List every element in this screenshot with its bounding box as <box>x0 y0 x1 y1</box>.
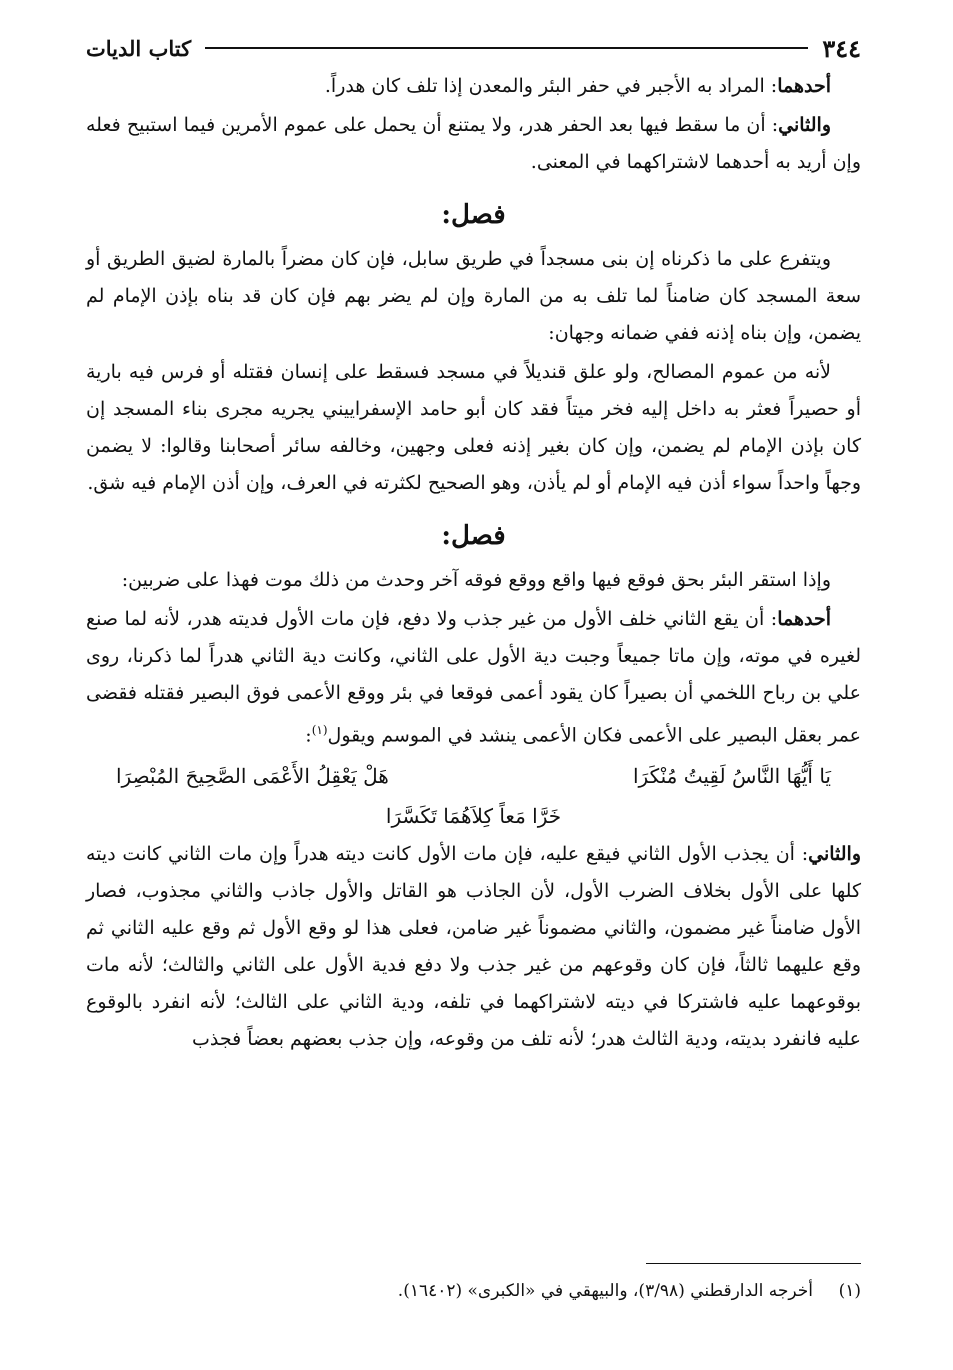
paragraph-text: : أن يقع الثاني خلف الأول من غير جذب ولا دفع، فإن مات الأول فديته هدر، لأنه لما صنع لغيره في موته، وإن ماتا جميعاً وجبت دية الأول على الثاني، وكانت دية الثاني هدراً لما ذكرنا، روى علي بن رباح اللخمي أن بصيراً كان يقود أعمى فوقعا في بئر ووقع الأعمى فوق البصير فقتله فقضى عمر بعقل البصير على الأعمى فكان الأعمى ينشد في الموسم ويقول <box>86 608 861 747</box>
verse-line <box>86 756 861 796</box>
lead-term: والثاني <box>808 843 861 866</box>
paragraph-text: : المراد به الأجبر في حفر البئر والمعدن إذا تلف كان هدراً. <box>324 75 778 97</box>
paragraph: وإذا استقر البئر بحق فوقع فيها واقع ووقع فوقه آخر وحدث من ذلك موت فهذا على ضربين: <box>121 569 831 591</box>
footnote-rule <box>646 1263 861 1264</box>
paragraph: لأنه من عموم المصالح، ولو علق قنديلاً في مسجد فسقط على إنسان فقتله أو فرس فيه بارية أو حصيراً فعثر به داخل إليه فخر ميتاً فقد كان أبو حامد الإسفراييني يجريه مجرى بناء المسجد إن كان بإذن الإمام لم يضمن، وإن كان بغير إذنه فعلى وجهين، وخالفه سائر أصحابنا وقالوا: لا يضمن وجهاً واحداً سواء أذن فيه الإمام أو لم يأذن، وهو الصحيح لكثرته في العرف، وإن أذن الإمام فيه شق. <box>86 361 861 494</box>
verse-hemistich-left: هَلْ يَعْقِلُ الأَعْمَى الصَّحِيحَ المُبْصِرَا <box>116 764 389 789</box>
paragraph-text: : أن يجذب الأول الثاني فيقع عليه، فإن مات الأول كانت ديته هدراً وإن مات الثاني كانت ديته كلها على الأول بخلاف الضرب الأول، لأن الجاذب هو القاتل والأول جاذب والثاني مجذوب، فصار الأول ضامناً غير مضمون، والثاني مضموناً غير ضامن، فعلى هذا لو وقع الأول ثم وقع عليه الثاني ثم وقع عليهما ثالثاً، فإن كان وقوعهم من غير جذب ولا دفع فدية الأول على الثاني والثالث؛ لأنه مات بوقوعهما عليه فاشتركا في ديته لاشتراكهما في تلفه، ودية الثاني على الثالث؛ لأنه انفرد بالوقوع عليه فانفرد بديته، ودية الثالث هدر؛ لأنه تلف من وقوعه، وإن جذب بعضهم بعضاً فجذب <box>86 843 861 1051</box>
paragraph <box>86 836 861 1058</box>
verse-hemistich: خَرَّا مَعاً كِلاَهُمَا تَكَسَّرَا <box>385 804 562 829</box>
paragraph <box>86 107 861 181</box>
lead-term: أحدهما <box>777 75 831 97</box>
running-title: كتاب الديات <box>86 35 192 61</box>
main-text <box>86 68 861 1058</box>
footnote <box>86 1276 861 1306</box>
paragraph <box>86 68 861 105</box>
header-rule <box>205 47 808 49</box>
page-number: ٣٤٤ <box>822 33 861 63</box>
section-heading: فصل: <box>441 200 506 230</box>
lead-term: والثاني <box>778 114 831 136</box>
paragraph: ويتفرع على ما ذكرناه إن بنى مسجداً في طريق سابل، فإن كان مضراً بالمارة لضيق الطريق أو سعة المسجد كان ضامناً لما تلف به من المارة وإن لم يضر بهم فإن كان قد بناه بإذن الإمام لم يضمن، وإن بناه إذنه ففي ضمانه وجهان: <box>86 248 861 344</box>
footnote-number: (١) <box>838 1281 861 1301</box>
footnote-marker: (١) <box>311 723 328 737</box>
paragraph-text: : أن ما سقط فيها بعد الحفر هدر، ولا يمتنع أن يحمل على عموم الأمرين فيما استبيح فعله وإن أريد به أحدهما لاشتراكهما في المعنى. <box>86 114 861 173</box>
verse-hemistich-right: يَا أَيُّهَا النَّاسُ لَقِيتُ مُنْكَرَا <box>633 764 831 789</box>
paragraph <box>86 601 861 754</box>
page-header <box>86 28 861 68</box>
section-heading: فصل: <box>441 521 506 551</box>
lead-term: أحدهما <box>777 608 831 630</box>
footnote-text: أخرجه الدارقطني (٣/٩٨)، والبيهقي في «الكبرى» (١٦٤٠٢). <box>397 1281 813 1301</box>
verse-line <box>86 796 861 836</box>
paragraph-end: : <box>305 724 312 747</box>
